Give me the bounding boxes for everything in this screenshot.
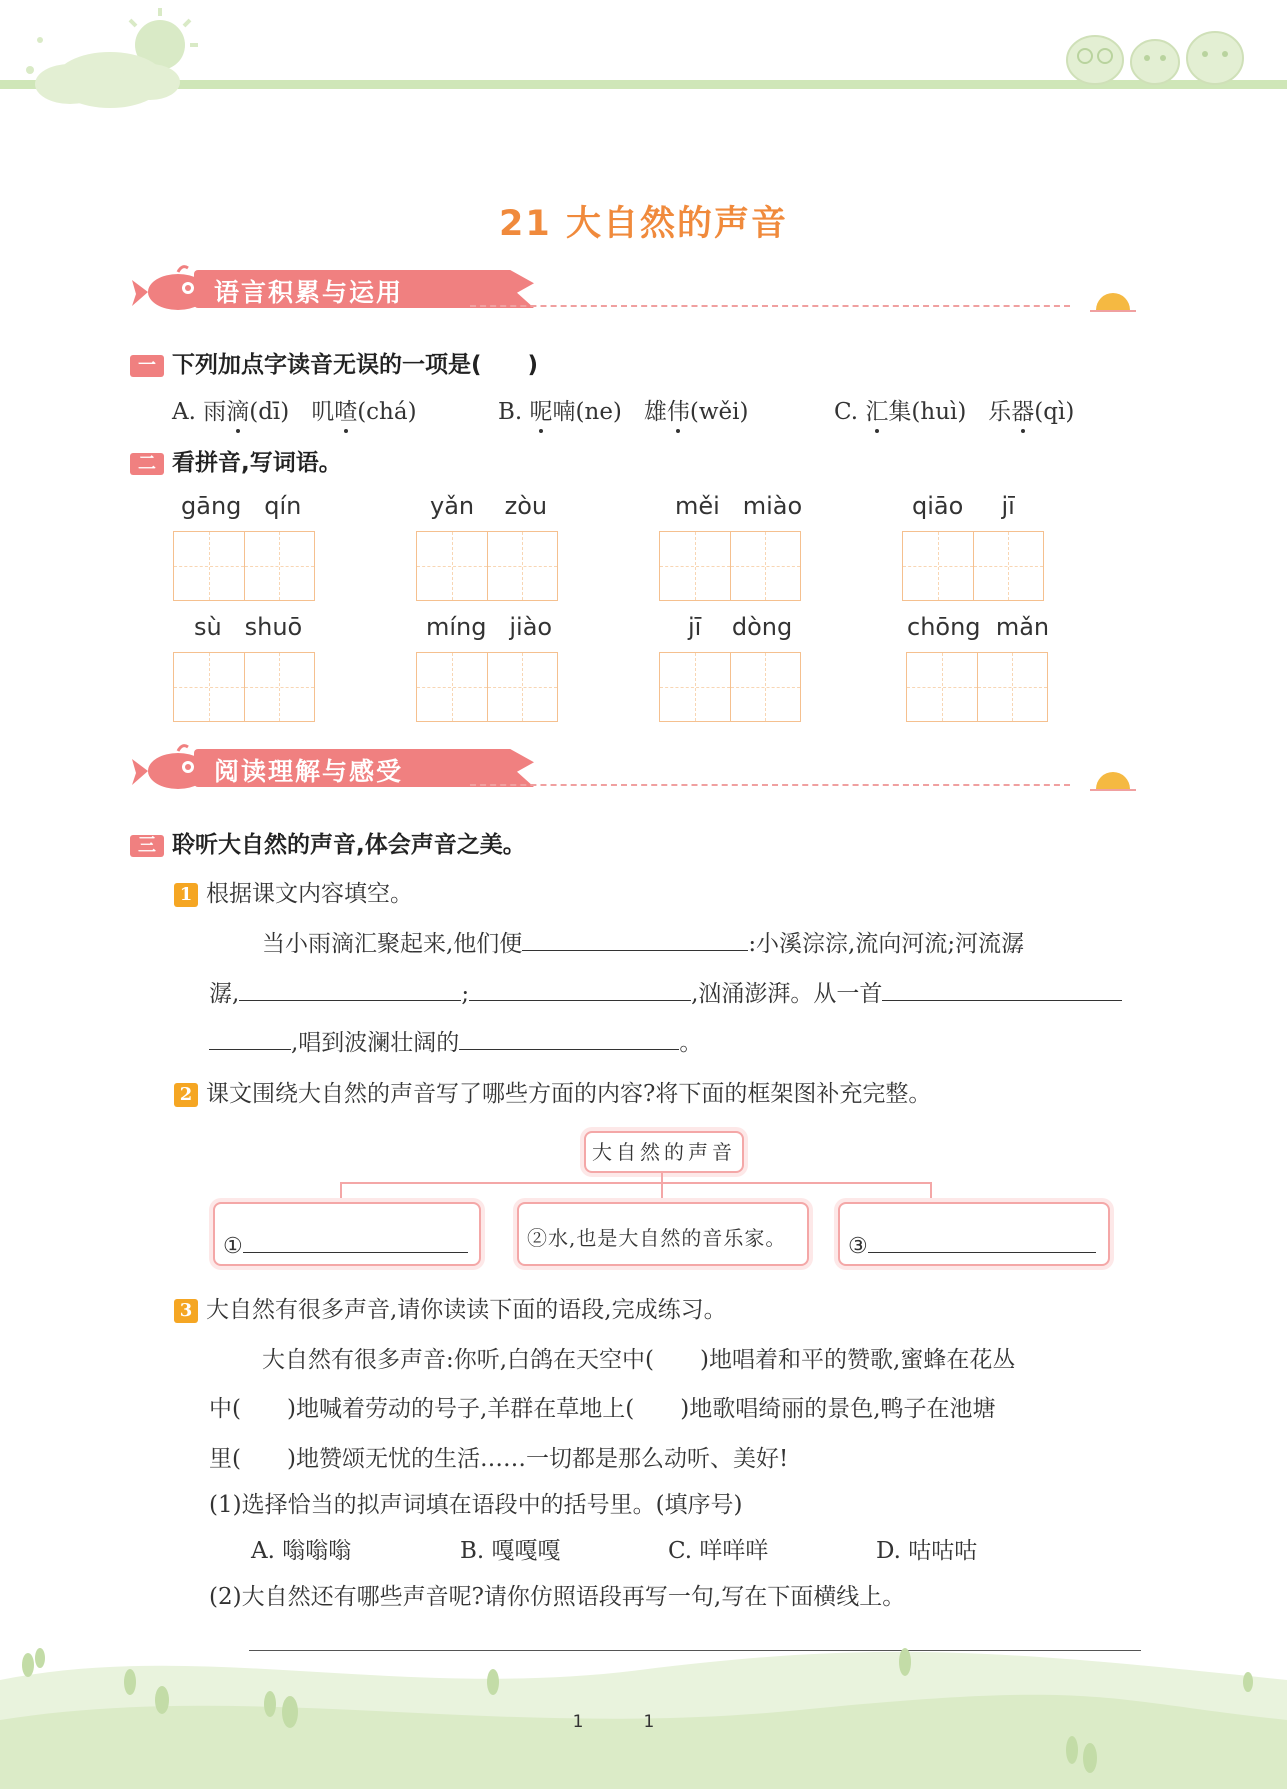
pinyin-8: chōng mǎn <box>907 613 1050 641</box>
subquestion-badge: 2 <box>174 1083 198 1107</box>
question-prompt: 下列加点字读音无误的一项是( ) <box>172 352 539 378</box>
answer-blank[interactable] <box>469 978 691 1001</box>
answer-blank[interactable] <box>459 1027 679 1050</box>
sun-cloud-icon <box>0 0 200 110</box>
section-title: 语言积累与运用 <box>214 278 404 307</box>
writing-grid[interactable] <box>902 531 1044 601</box>
question-badge: 三 <box>130 835 164 857</box>
pinyin-7: jī dòng <box>688 613 793 641</box>
pinyin-1: gāng qín <box>181 492 302 520</box>
question-3-heading <box>130 826 526 859</box>
writing-grid[interactable] <box>416 531 558 601</box>
writing-grid[interactable] <box>173 531 315 601</box>
writing-grid[interactable] <box>659 652 801 722</box>
section-title: 阅读理解与感受 <box>214 757 404 786</box>
exercise-1: (1)选择恰当的拟声词填在语段中的括号里。(填序号) <box>209 1492 743 1518</box>
subquestion-1: 1 根据课文内容填空。 <box>174 875 413 908</box>
writing-grid[interactable] <box>173 652 315 722</box>
diagram-box-3[interactable]: ③ <box>838 1202 1110 1266</box>
exercise-2: (2)大自然还有哪些声音呢?请你仿照语段再写一句,写在下面横线上。 <box>209 1584 906 1610</box>
passage-line-1: 大自然有很多声音:你听,白鸽在天空中( )地唱着和平的赞歌,蜜蜂在花丛 <box>262 1347 1016 1373</box>
section-banner-1 <box>130 262 1140 312</box>
subquestion-2: 2 课文围绕大自然的声音写了哪些方面的内容?将下面的框架图补充完整。 <box>174 1075 931 1108</box>
diagram-box-2: ②水,也是大自然的音乐家。 <box>517 1202 809 1266</box>
passage-line-2: 中( )地喊着劳动的号子,羊群在草地上( )地歌唱绮丽的景色,鸭子在池塘 <box>209 1396 996 1422</box>
pinyin-6: míng jiào <box>426 613 553 641</box>
pinyin-5: sù shuō <box>194 613 303 641</box>
writing-grid[interactable] <box>659 531 801 601</box>
option-b[interactable]: B. 嘎嘎嘎 <box>460 1538 561 1564</box>
pinyin-4: qiāo jī <box>912 492 1015 520</box>
writing-grid[interactable] <box>906 652 1048 722</box>
question-prompt: 看拼音,写词语。 <box>172 450 342 476</box>
sunset-icon <box>1090 769 1136 793</box>
diagram-box-1[interactable]: ① <box>213 1202 481 1266</box>
writing-grid[interactable] <box>416 652 558 722</box>
question-1-option-b: B. 呢喃(ne) 雄伟(wěi) <box>498 399 749 425</box>
question-1-options: A. 雨滴(dī) 叽喳(chá) <box>172 399 417 425</box>
question-1-option-c: C. 汇集(huì) 乐器(qì) <box>834 399 1075 425</box>
question-badge: 一 <box>130 355 164 377</box>
sunset-icon <box>1090 290 1136 314</box>
option-c[interactable]: C. 咩咩咩 <box>668 1538 769 1564</box>
question-2-heading <box>130 444 342 477</box>
fill-line-2: 潺, ; ,汹涌澎湃。从一首 <box>209 975 1122 1008</box>
fill-line-1: 当小雨滴汇聚起来,他们便 :小溪淙淙,流向河流;河流潺 <box>262 925 1024 958</box>
animal-friends-icon <box>1055 20 1255 90</box>
subquestion-badge: 3 <box>174 1299 198 1323</box>
passage-line-3: 里( )地赞颂无忧的生活……一切都是那么动听、美好! <box>209 1446 789 1472</box>
answer-blank[interactable] <box>882 978 1122 1001</box>
answer-blank[interactable] <box>209 1027 291 1050</box>
section-banner-2 <box>130 741 1140 791</box>
subquestion-3: 3 大自然有很多声音,请你读读下面的语段,完成练习。 <box>174 1291 727 1324</box>
pinyin-3: měi miào <box>675 492 803 520</box>
page-number: 11 <box>572 1712 715 1732</box>
subquestion-badge: 1 <box>174 883 198 907</box>
fill-line-3: ,唱到波澜壮阔的 。 <box>209 1024 702 1057</box>
answer-blank[interactable] <box>239 978 461 1001</box>
question-prompt: 聆听大自然的声音,体会声音之美。 <box>172 832 526 858</box>
question-1-heading <box>130 346 538 379</box>
option-d[interactable]: D. 咕咕咕 <box>876 1538 978 1564</box>
pinyin-2: yǎn zòu <box>430 492 548 520</box>
answer-blank[interactable] <box>522 928 748 951</box>
diagram-root: 大自然的声音 <box>584 1131 744 1173</box>
option-a[interactable]: A. 嗡嗡嗡 <box>251 1538 352 1564</box>
page-title: 21 大自然的声音 <box>499 204 788 244</box>
question-badge: 二 <box>130 453 164 475</box>
